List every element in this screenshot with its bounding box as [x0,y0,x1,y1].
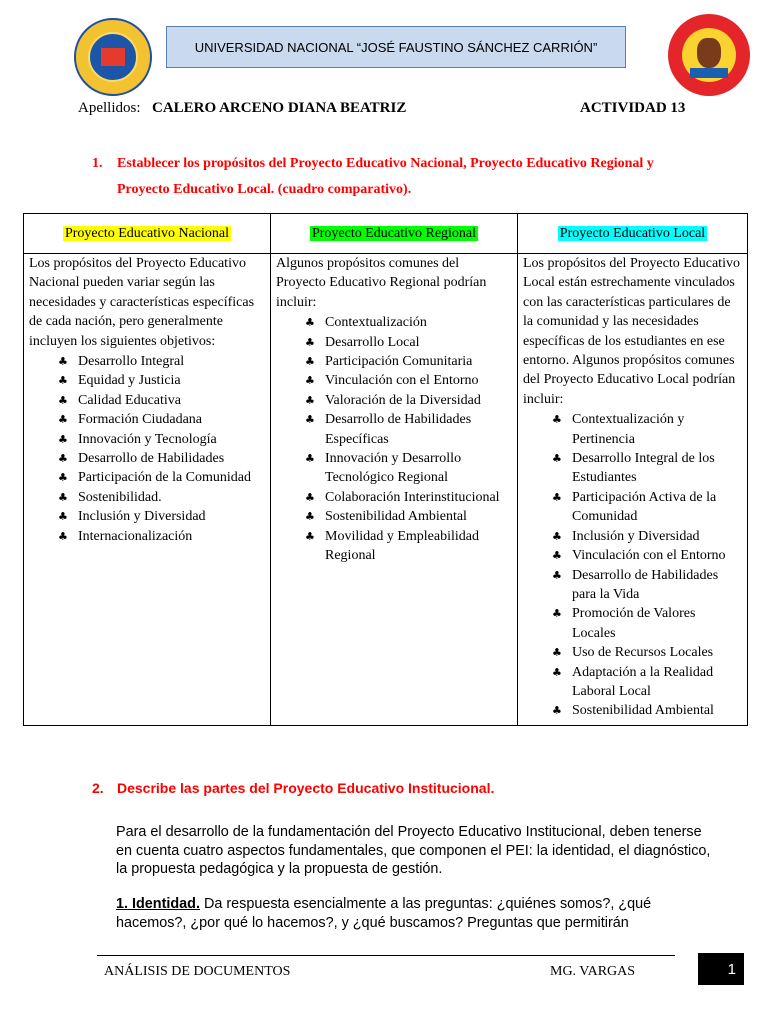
list-item-text: Sostenibilidad Ambiental [572,703,714,719]
list-item-text: Inclusión y Diversidad [78,509,206,525]
club-icon: ♣ [305,510,315,524]
list-item-text: Participación de la Comunidad [78,470,252,486]
club-icon: ♣ [58,471,68,485]
club-icon: ♣ [552,568,562,582]
club-icon: ♣ [58,355,68,369]
list-item [523,701,741,720]
university-seal-logo [74,18,152,96]
list-item [276,313,511,332]
club-icon: ♣ [58,374,68,388]
club-icon: ♣ [305,374,315,388]
list-item [523,604,741,643]
list-item-text: Sostenibilidad Ambiental [325,509,467,525]
student-name: CALERO ARCENO DIANA BEATRIZ [152,100,407,116]
list-item [29,468,264,487]
list-item [29,430,264,449]
list-item [29,410,264,429]
club-icon: ♣ [58,529,68,543]
list-item-text: Participación Comunitaria [325,354,473,370]
list-item [29,449,264,468]
list-item-text: Desarrollo Local [325,334,420,350]
club-icon: ♣ [58,432,68,446]
purpose-list [276,313,511,565]
surname-label: Apellidos: [78,100,141,116]
club-icon: ♣ [58,510,68,524]
club-icon: ♣ [305,413,315,427]
cell-intro: Los propósitos del Proyecto Educativo Nacional pueden variar según las necesidades y características específicas de cada nación, pero generalmente incluyen los siguientes objetivos: [29,256,255,349]
cell-intro: Los propósitos del Proyecto Educativo Local están estrechamente vinculados con las características particulares de la comunidad y las necesidades específicas de los estudiantes en ese entorno. Algunos propósitos comunes del Proyecto Educativo Local podrían incluir: [523,256,740,407]
list-item [276,371,511,390]
club-icon: ♣ [58,490,68,504]
identity-text: Da respuesta esencialmente a las preguntas: ¿quiénes somos?, ¿qué hacemos?, ¿por qué lo hacemos?, y ¿qué buscamos? Preguntas que permitirán [116,896,652,931]
list-item [276,507,511,526]
paragraph-fundamentacion: Para el desarrollo de la fundamentación del Proyecto Educativo Institucional, deben tenerse en cuenta cuatro aspectos fundamentales, que componen el PEI: la identidad, el diagnóstico, la propuesta pedagógica y la propuesta de gestión. [116,824,711,878]
list-item [29,371,264,390]
club-icon: ♣ [58,393,68,407]
list-item-text: Innovación y Desarrollo Tecnológico Regional [325,451,462,486]
cell-national [24,254,271,726]
list-item-text: Vinculación con el Entorno [572,548,726,564]
list-item [276,410,511,449]
table-body-row [24,254,748,726]
faculty-seal-logo [668,14,750,96]
club-icon: ♣ [305,490,315,504]
list-item-text: Contextualización [325,315,427,331]
list-item-text: Desarrollo de Habilidades para la Vida [572,567,719,602]
list-item [523,546,741,565]
list-item-text: Sostenibilidad. [78,489,162,505]
club-icon: ♣ [552,646,562,660]
club-icon: ♣ [305,393,315,407]
page-number-box [698,953,744,985]
table-header-row [24,214,748,254]
header-national-label: Proyecto Educativo Nacional [64,225,230,241]
university-title-box [166,26,626,68]
club-icon: ♣ [552,704,562,718]
header-local-label: Proyecto Educativo Local [559,225,706,241]
header-regional [271,214,518,254]
list-item-text: Valoración de la Diversidad [325,392,481,408]
activity-label: ACTIVIDAD 13 [580,100,686,116]
list-item [276,391,511,410]
club-icon: ♣ [552,549,562,563]
purpose-list [523,410,741,721]
club-icon: ♣ [58,413,68,427]
list-item [523,527,741,546]
identity-title: 1. Identidad. [116,896,200,912]
purpose-list [29,352,264,546]
club-icon: ♣ [305,316,315,330]
list-item [523,449,741,488]
list-item [29,391,264,410]
footer-divider [97,955,675,956]
list-item-text: Vinculación con el Entorno [325,373,479,389]
club-icon: ♣ [552,452,562,466]
header-regional-label: Proyecto Educativo Regional [311,225,477,241]
list-item [276,488,511,507]
list-item-text: Contextualización y Pertinencia [572,412,685,447]
club-icon: ♣ [552,490,562,504]
header-local [518,214,748,254]
club-icon: ♣ [552,529,562,543]
club-icon: ♣ [58,452,68,466]
list-item-text: Inclusión y Diversidad [572,528,700,544]
club-icon: ♣ [305,529,315,543]
paragraph-identidad [116,895,716,932]
club-icon: ♣ [552,607,562,621]
question-2-number: 2. [92,780,104,796]
cell-intro: Algunos propósitos comunes del Proyecto Educativo Regional podrían incluir: [276,256,487,310]
list-item-text: Internacionalización [78,528,193,544]
list-item-text: Uso de Recursos Locales [572,645,714,661]
list-item [29,507,264,526]
list-item [523,410,741,449]
list-item [276,527,511,566]
cell-regional [271,254,518,726]
comparison-table [23,213,748,726]
footer-right-text: MG. VARGAS [550,964,636,979]
list-item-text: Calidad Educativa [78,392,182,408]
list-item [29,352,264,371]
question-1-number: 1. [92,156,103,171]
list-item-text: Innovación y Tecnología [78,431,217,447]
footer-left-text: ANÁLISIS DE DOCUMENTOS [104,964,291,979]
list-item-text: Equidad y Justicia [78,373,181,389]
list-item [523,663,741,702]
list-item [276,352,511,371]
list-item-text: Colaboración Interinstitucional [325,489,500,505]
list-item [29,488,264,507]
list-item [29,527,264,546]
list-item [523,488,741,527]
list-item [523,643,741,662]
list-item [276,449,511,488]
list-item-text: Desarrollo de Habilidades Específicas [325,412,472,447]
list-item-text: Promoción de Valores Locales [572,606,696,641]
page-number: 1 [727,960,736,978]
list-item [276,333,511,352]
list-item-text: Movilidad y Empleabilidad Regional [325,528,479,564]
club-icon: ♣ [305,355,315,369]
cell-local [518,254,748,726]
list-item-text: Participación Activa de la Comunidad [572,489,717,525]
list-item-text: Desarrollo Integral [78,354,185,370]
header-national [24,214,271,254]
list-item-text: Formación Ciudadana [78,412,203,428]
university-title: UNIVERSIDAD NACIONAL “JOSÉ FAUSTINO SÁNCHEZ CARRIÓN” [194,39,598,55]
list-item-text: Desarrollo de Habilidades [78,451,225,467]
club-icon: ♣ [552,413,562,427]
club-icon: ♣ [552,665,562,679]
list-item-text: Adaptación a la Realidad Laboral Local [572,664,714,699]
question-2-text: Describe las partes del Proyecto Educativo Institucional. [117,780,495,796]
list-item [523,566,741,605]
question-1-text: Establecer los propósitos del Proyecto Educativo Nacional, Proyecto Educativo Regional y Proyecto Educativo Local. (cuadro comparativo). [117,156,654,197]
club-icon: ♣ [305,335,315,349]
club-icon: ♣ [305,452,315,466]
list-item-text: Desarrollo Integral de los Estudiantes [572,451,715,486]
